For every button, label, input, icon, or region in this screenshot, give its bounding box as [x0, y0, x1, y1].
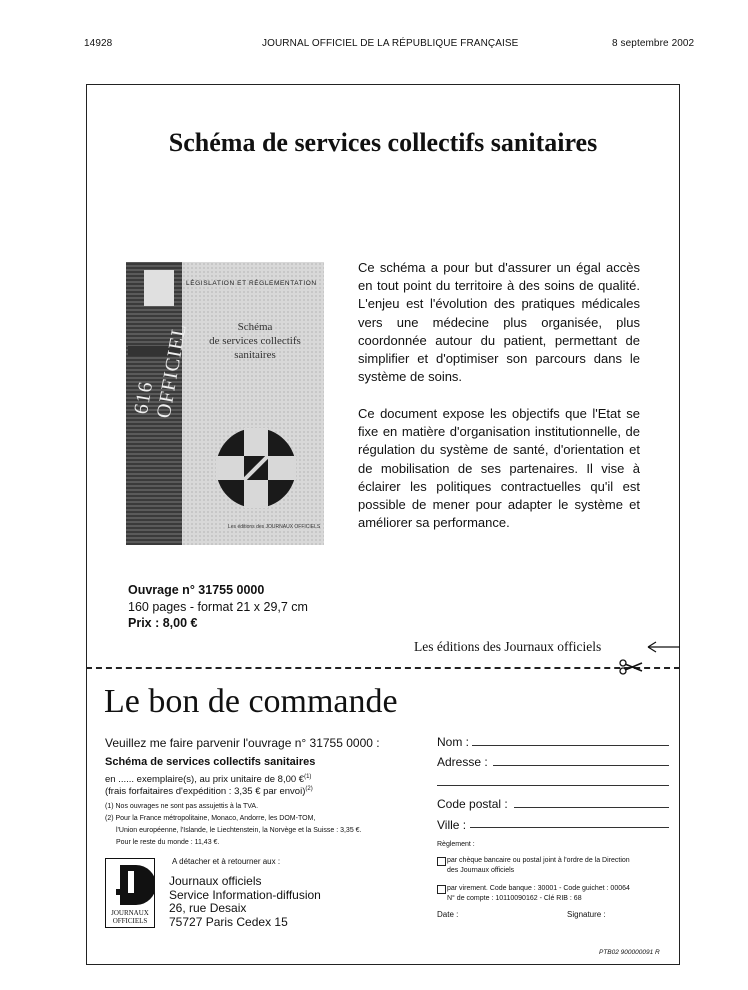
virement-text-1: par virement. Code banque : 30001 - Code guichet : 00064 — [447, 885, 630, 892]
quantity-text: en ...... exemplaire(s), au prix unitaire de 8,00 € — [105, 774, 305, 786]
cheque-text-1: par chèque bancaire ou postal joint à l'ordre de la Direction — [447, 857, 630, 864]
address-line: 26, rue Desaix — [169, 901, 247, 915]
cover-title-line: de services collectifs — [209, 335, 301, 347]
scissors-icon — [618, 659, 644, 675]
cheque-text-2: des Journaux officiels — [447, 867, 515, 874]
book-format: 160 pages - format 21 x 29,7 cm — [128, 599, 308, 614]
order-quantity[interactable]: en ...... exemplaire(s), au prix unitaire de 8,00 €$^{(1)}$ — [105, 774, 312, 786]
spine-text: 616 OFFICIEL — [130, 321, 191, 420]
cover-bottom-text: Les éditions des JOURNAUX OFFICIELS — [228, 524, 321, 530]
adresse-field[interactable] — [493, 765, 669, 766]
ville-label: Ville : — [437, 818, 467, 832]
cut-line — [86, 667, 680, 669]
cover-title-line: Schéma — [237, 321, 273, 333]
page-title: Schéma de services collectifs sanitaires — [168, 128, 598, 157]
nom-label: Nom : — [437, 735, 470, 749]
code-postal-field[interactable] — [514, 807, 669, 808]
jo-emblem-icon — [106, 861, 154, 909]
publisher-line: Les éditions des Journaux officiels — [414, 639, 602, 654]
date-label: Date : — [437, 910, 459, 919]
book-number: Ouvrage n° 31755 0000 — [128, 583, 265, 597]
book-cover-image — [126, 262, 324, 545]
nom-field[interactable] — [472, 745, 669, 746]
order-product: Schéma de services collectifs sanitaires — [105, 756, 316, 768]
globe-emblem-icon — [214, 426, 298, 510]
shipping-text: (frais forfaitaires d'expédition : 3,35 € par envoi) — [105, 786, 306, 798]
code-postal-label: Code postal : — [437, 797, 508, 811]
footnote-2a: (2) Pour la France métropolitaine, Monaco, Andorre, les DOM-TOM, — [105, 815, 316, 822]
description-paragraph-2: Ce document expose les objectifs que l'Etat se fixe en matière d'organisation institutionnelle, de régulation du système de santé, d'orientation et de mobilisation de ses partenaires. Il vise à éclairer les politiques contractuelles qu'il est possible de mener pour adapter le système et améliorer sa performance. — [358, 406, 640, 531]
page-number: 14928 — [84, 38, 113, 49]
arrow-left-icon — [646, 641, 680, 653]
signature-label: Signature : — [567, 910, 606, 919]
book-spine — [126, 262, 191, 545]
footnote-1: (1) Nos ouvrages ne sont pas assujettis à la TVA. — [105, 803, 259, 810]
logo-text-line-1: JOURNAUX — [111, 909, 149, 917]
logo-text — [106, 909, 154, 925]
journaux-officiels-logo — [105, 858, 155, 928]
cover-title — [190, 320, 320, 362]
order-request: Veuillez me faire parvenir l'ouvrage n° 31755 0000 : — [105, 736, 380, 750]
return-address — [169, 875, 321, 929]
book-info — [128, 582, 308, 632]
cheque-checkbox[interactable] — [437, 857, 446, 866]
order-shipping: (frais forfaitaires d'expédition : 3,35 € par envoi)$^{(2)}$ — [105, 786, 313, 798]
logo-text-line-2: OFFICIELS — [112, 917, 148, 925]
adresse-field-line-2[interactable] — [437, 785, 669, 786]
footnote-2c: Pour le reste du monde : 11,43 €. — [116, 839, 220, 846]
ville-field[interactable] — [470, 827, 669, 828]
virement-text-2: N° de compte : 10110090162 - Clé RIB : 68 — [447, 895, 582, 902]
adresse-label: Adresse : — [437, 755, 488, 769]
address-line: Journaux officiels — [169, 874, 262, 888]
detach-instruction: A détacher et à retourner aux : — [172, 857, 281, 866]
address-line: 75727 Paris Cedex 15 — [169, 914, 288, 929]
issue-date: 8 septembre 2002 — [612, 38, 695, 49]
description-paragraph-1: Ce schéma a pour but d'assurer un égal accès en tout point du territoire à des soins de qualité. L'enjeu est l'évolution des pratiques médicales vers une médecine plus organisée, plus coordonnée autour du patient, permettant de simplifier et d'optimiser son parcours dans le système de soins. — [358, 260, 640, 385]
book-price: Prix : 8,00 € — [128, 616, 198, 630]
order-form-title: Le bon de commande — [104, 683, 398, 720]
address-line: Service Information-diffusion — [169, 887, 321, 902]
journal-title: JOURNAL OFFICIEL DE LA RÉPUBLIQUE FRANÇAISE — [262, 38, 519, 49]
footnote-2b: l'Union européenne, l'Islande, le Liechtenstein, la Norvège et la Suisse : 3,35 €. — [116, 827, 362, 834]
cover-title-line: sanitaires — [234, 349, 276, 361]
virement-checkbox[interactable] — [437, 885, 446, 894]
form-reference: PTB02 900000091 R — [599, 949, 660, 956]
cover-top-text: LÉGISLATION ET RÉGLEMENTATION — [186, 280, 317, 287]
reglement-label: Règlement : — [437, 841, 475, 848]
